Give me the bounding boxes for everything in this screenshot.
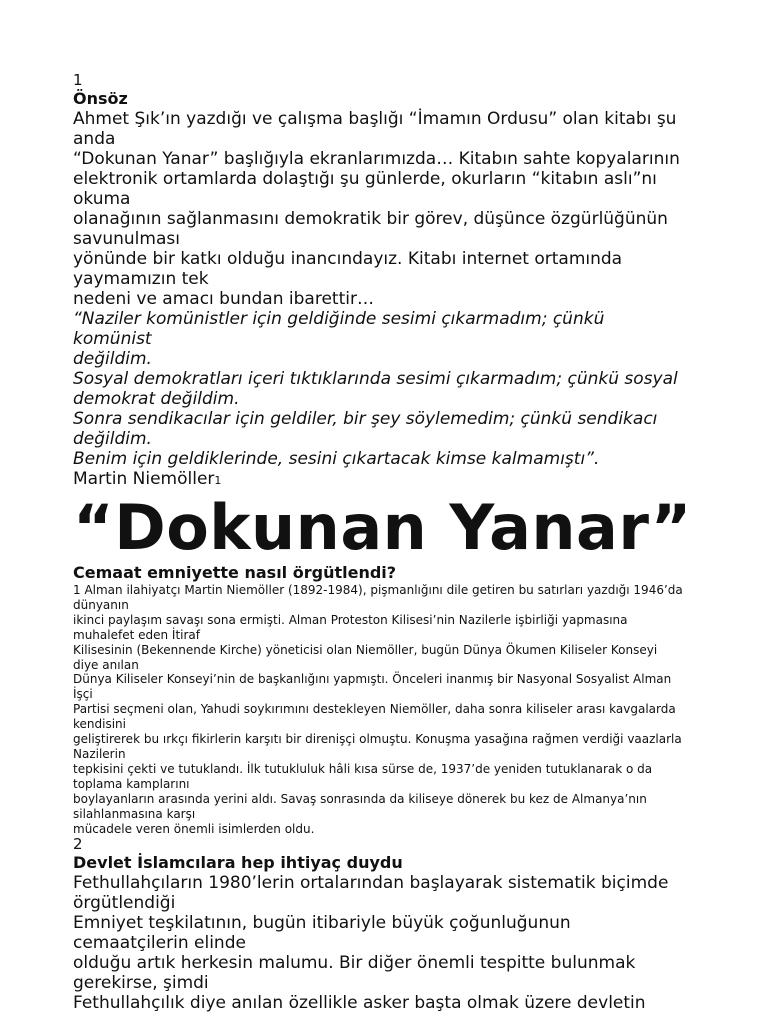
quote-line: Sosyal demokratları içeri tıktıklarında sesimi çıkarmadım; çünkü sosyal bbox=[73, 369, 678, 389]
footnote-line: toplama kamplarını bbox=[73, 776, 190, 791]
footnote-line: Partisi seçmeni olan, Yahudi soykırımını destekleyen Niemöller, daha sonra kiliseler arası kavgalarda bbox=[73, 702, 676, 717]
footnote-line: ikinci paylaşım savaşı sona ermişti. Alman Proteston Kilisesi’nin Nazilerle işbirliği yapmasına bbox=[73, 612, 628, 627]
quote-line: Sonra sendikacılar için geldiler, bir şey söylemedim; çünkü sendikacı bbox=[73, 409, 658, 429]
text-line: anda bbox=[73, 129, 116, 149]
text-line: olduğu artık herkesin malumu. Bir diğer önemli tespitte bulunmak bbox=[73, 953, 636, 974]
footnote bbox=[73, 583, 703, 836]
book-title: “Dokunan Yanar” bbox=[73, 491, 692, 564]
chapter-heading: Devlet İslamcılara hep ihtiyaç duydu bbox=[73, 853, 403, 873]
document-page bbox=[73, 72, 703, 1013]
footnote-line: tepkisini çekti ve tutuklandı. İlk tutukluluk hâli kısa sürse de, 1937’de yeniden tutuklanarak o da bbox=[73, 761, 653, 776]
text-line: örgütlendiği bbox=[73, 893, 176, 914]
text-line: Fethullahçıların 1980’lerin ortalarından başlayarak sistematik biçimde bbox=[73, 873, 669, 894]
footnote-line: İşçi bbox=[73, 687, 93, 702]
text-line: yaymamızın tek bbox=[73, 269, 209, 289]
text-line: olanağının sağlanmasını demokratik bir görev, düşünce özgürlüğünün bbox=[73, 209, 668, 229]
page-number-2: 2 bbox=[73, 835, 83, 854]
text-line: elektronik ortamlarda dolaştığı şu günlerde, okurların “kitabın aslı”nı bbox=[73, 169, 657, 189]
quote-line: değildim. bbox=[73, 349, 152, 369]
quote-line: değildim. bbox=[73, 429, 152, 449]
author-name: Martin Niemöller bbox=[73, 469, 215, 489]
text-line: okuma bbox=[73, 189, 131, 209]
footnote-line: silahlanmasına karşı bbox=[73, 806, 196, 821]
quote-line: Benim için geldiklerinde, sesini çıkartacak kimse kalmamıştı”. bbox=[73, 449, 600, 469]
footnote-line: geliştirerek bu ırkçı fikirlerin karşıtı bir direnişçi olmuştu. Konuşma yasağına rağmen verdiği vaazlarla bbox=[73, 732, 682, 747]
footnote-line: boylayanların arasında yerini aldı. Savaş sonrasında da kiliseye dönerek bu kez de Almanya’nın bbox=[73, 791, 647, 806]
text-line: Emniyet teşkilatının, bugün itibariyle büyük çoğunluğunun bbox=[73, 913, 571, 934]
text-line: savunulması bbox=[73, 229, 180, 249]
footnote-line: Dünya Kiliseler Konseyi’nin de başkanlığını yapmıştı. Önceleri inanmış bir Nasyonal Sosyalist Alman bbox=[73, 672, 672, 687]
text-line: cemaatçilerin elinde bbox=[73, 933, 246, 954]
footnote-line: Kilisesinin (Bekennende Kirche) yöneticisi olan Niemöller, bugün Dünya Ökumen Kiliseler Konseyi bbox=[73, 642, 658, 657]
footnote-marker: 1 bbox=[214, 474, 222, 487]
footnote-line: kendisini bbox=[73, 717, 126, 732]
text-line: “Dokunan Yanar” başlığıyla ekranlarımızda… Kitabın sahte kopyalarının bbox=[73, 149, 680, 169]
footnote-line: mücadele veren önemli isimlerden oldu. bbox=[73, 821, 315, 836]
quote-line: komünist bbox=[73, 329, 152, 349]
niemoller-quote bbox=[73, 309, 703, 469]
section-heading: Cemaat emniyette nasıl örgütlendi? bbox=[73, 563, 397, 582]
footnote-line: muhalefet eden İtiraf bbox=[73, 627, 200, 642]
text-line: yönünde bir katkı olduğu inancındayız. Kitabı internet ortamında bbox=[73, 249, 623, 269]
footnote-line: 1 Alman ilahiyatçı Martin Niemöller (1892-1984), pişmanlığını dile getiren bu satırları yazdığı 1946’da bbox=[73, 583, 683, 597]
text-line: nedeni ve amacı bundan ibarettir… bbox=[73, 289, 374, 309]
quote-author bbox=[73, 469, 703, 491]
footnote-line: diye anılan bbox=[73, 657, 139, 672]
preface-body bbox=[73, 109, 703, 309]
text-line: gerekirse, şimdi bbox=[73, 973, 209, 994]
footnote-line: Nazilerin bbox=[73, 746, 126, 761]
quote-line: demokrat değildim. bbox=[73, 389, 240, 409]
text-line: Fethullahçılık diye anılan özellikle asker başta olmak üzere devletin bbox=[73, 993, 646, 1014]
footnote-line: dünyanın bbox=[73, 597, 129, 612]
preface-heading: Önsöz bbox=[73, 89, 128, 108]
page-number-1: 1 bbox=[73, 71, 83, 89]
text-line: Ahmet Şık’ın yazdığı ve çalışma başlığı “İmamın Ordusu” olan kitabı şu bbox=[73, 109, 677, 129]
chapter-body bbox=[73, 873, 703, 1013]
quote-line: “Naziler komünistler için geldiğinde sesimi çıkarmadım; çünkü bbox=[73, 309, 605, 329]
